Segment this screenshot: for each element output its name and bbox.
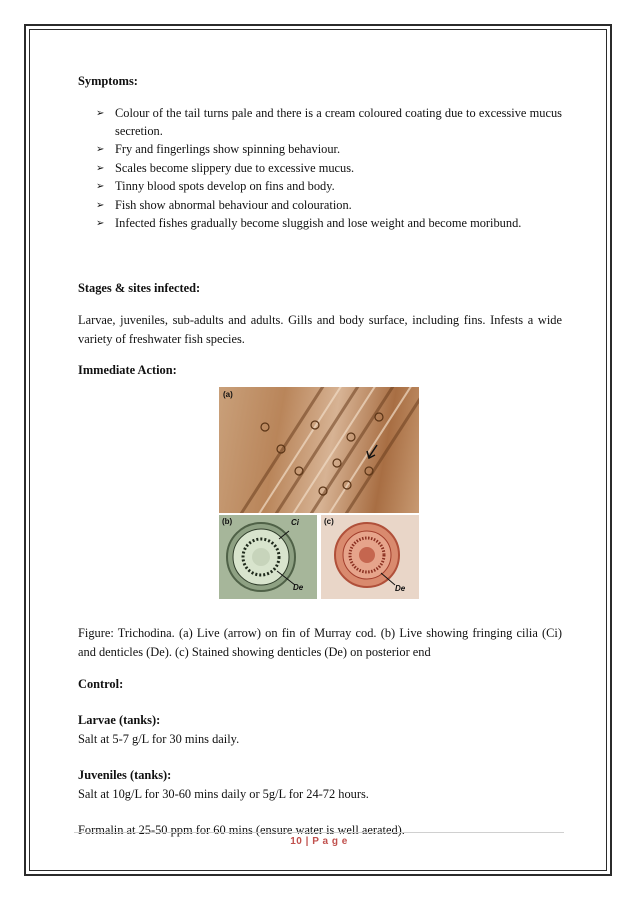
figure-panel-a [219, 387, 419, 513]
figure-caption: Figure: Trichodina. (a) Live (arrow) on fin of Murray cod. (b) Live showing fringing cilia (Ci) and denticles (De). (c) Stained showing denticles (De) on posterior end [78, 626, 562, 659]
arrow-bullet-icon: ➢ [96, 162, 105, 174]
de-label-c: De [395, 584, 406, 593]
lower-content [78, 624, 562, 840]
page-word: P a g e [312, 836, 348, 847]
arrow-bullet-icon: ➢ [96, 181, 105, 192]
list-item: ➢ Tinny blood spots develop on fins and body. [96, 178, 562, 196]
arrow-bullet-icon: ➢ [96, 199, 105, 211]
de-label-b: De [293, 583, 304, 592]
list-item: ➢ Fish show abnormal behaviour and colouration. [96, 197, 562, 215]
control-heading: Control: [78, 677, 124, 691]
list-item: ➢ Colour of the tail turns pale and there is a cream coloured coating due to excessive mucus secretion. [96, 106, 562, 138]
page-footer [0, 836, 638, 847]
page-content [78, 72, 562, 380]
immediate-action-heading: Immediate Action: [78, 362, 177, 377]
figure-panel-b [219, 515, 317, 599]
stages-text: Larvae, juveniles, sub-adults and adults. Gills and body surface, including fins. Infests a wide variety of freshwater fish species. [78, 312, 562, 346]
ci-label: Ci [291, 518, 299, 527]
arrow-bullet-icon: ➢ [96, 144, 105, 155]
formalin-text: Formalin at 25-50 ppm for 60 mins (ensure water is well aerated). [78, 823, 405, 837]
list-item: ➢ Scales become slippery due to excessive mucus. [96, 160, 562, 178]
fin-micrograph-image [219, 387, 419, 513]
juveniles-heading: Juveniles (tanks): [78, 768, 172, 782]
symptoms-heading: Symptoms: [78, 74, 138, 88]
panel-b-label: (b) [222, 517, 233, 526]
larvae-heading: Larvae (tanks): [78, 713, 161, 727]
figure-panel-c [321, 515, 419, 599]
footer-divider [74, 832, 564, 833]
juveniles-text: Salt at 10g/L for 30-60 mins daily or 5g/L for 24-72 hours. [78, 787, 369, 801]
arrow-bullet-icon: ➢ [96, 108, 105, 119]
larvae-text: Salt at 5-7 g/L for 30 mins daily. [78, 732, 240, 746]
list-item: ➢ Infected fishes gradually become sluggish and lose weight and become moribund. [96, 215, 562, 233]
arrow-bullet-icon: ➢ [96, 218, 105, 229]
footer-separator: | [305, 836, 309, 847]
panel-c-label: (c) [324, 517, 334, 526]
stages-heading: Stages & sites infected: [78, 280, 201, 295]
trichodina-figure [219, 387, 419, 599]
panel-a-label: (a) [223, 390, 233, 399]
symptoms-list [78, 105, 562, 233]
page-number: 10 [290, 836, 303, 847]
list-item: ➢ Fry and fingerlings show spinning behaviour. [96, 141, 562, 159]
